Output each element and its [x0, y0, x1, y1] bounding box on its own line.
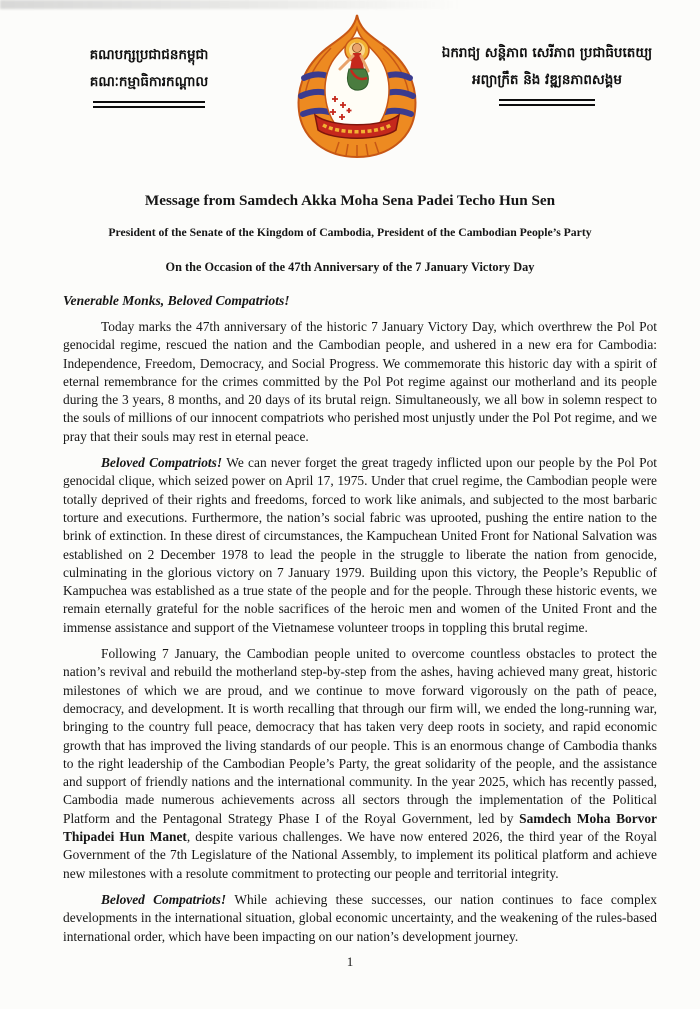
document-content — [0, 192, 700, 970]
letterhead — [0, 0, 700, 192]
salutation: Venerable Monks, Beloved Compatriots! — [63, 293, 290, 308]
text-segment: Samdech Moha Borvor Thipadei Hun Manet — [63, 810, 658, 845]
national-motto-khmer-line1: ឯករាជ្យ សន្តិភាព សេរីភាព ប្រជាធិបតេយ្យ — [441, 45, 653, 61]
party-name-khmer: គណបក្សប្រជាជនកម្ពុជា — [89, 47, 209, 63]
national-motto-khmer-line2: អព្យាក្រឹត និង វឌ្ឍនភាពសង្គម — [472, 72, 622, 88]
text-segment: , despite various challenges. We have now entered 2026, the third year of the Royal Government of the 7th Legislature of the National Assembly, to implement its political platform and achieve new milestones with a resolute commitment to protecting our people and territorial integrity. — [63, 829, 658, 881]
central-committee-khmer: គណៈកម្មាធិការកណ្តាល — [89, 74, 209, 90]
text-segment: While achieving these successes, our nation continues to face complex developments in the international situation, global economic uncertainty, and the weakening of the rules-based international order, which have been impacting on our nation’s development journey. — [63, 891, 657, 944]
text-segment: Today marks the 47th anniversary of the historic 7 January Victory Day, which overthrew the Pol Pot genocidal regime, rescued the nation and the Cambodian people, and ushered in a new era for Cambodia: Independence, Freedom, Democracy, and Social Progress. We commemorate this historic day with a spirit of eternal remembrance for the crimes committed by the Pol Pot regime against our motherland and its people during the 3 years, 8 months, and 20 days of its brutal reign. Simultaneously, we all bow in solemn respect to the souls of millions of our innocent compatriots who perished most unjustly under the Pol Pot regime, and we pray that their souls may rest in eternal peace. — [63, 319, 657, 444]
body-paragraph — [63, 891, 657, 946]
text-segment: We can never forget the great tragedy inflicted upon our people by the Pol Pot genocidal clique, which seized power on April 17, 1975. Under that cruel regime, the Cambodian people were totally deprived of their rights and freedoms, forced to work like animals, and subjected to the most barbaric torture and executions. Furthermore, the nation’s social fabric was uprooted, pushing the entire nation to the brink of extinction. In these direst of circumstances, the Kampuchean United Front for National Salvation was established on 2 December 1978 to lead the people in the struggle to liberate the nation from genocide, culminating in the glorious victory on 7 January 1979. Building upon this victory, the People’s Republic of Kampuchea was established as a true state of the people and for the people. Through these historic events, we remain eternally grateful for the noble sacrifices of the heroic men and women of the United Front and the immense assistance and support of the Vietnamese volunteer troops in toppling this brutal regime. — [63, 455, 657, 635]
letterhead-right — [404, 40, 690, 106]
document-title: Message from Samdech Akka Moha Sena Padei Techo Hun Sen — [144, 192, 556, 209]
text-segment: Beloved Compatriots! — [101, 891, 235, 907]
text-segment: Beloved Compatriots! — [101, 455, 227, 471]
page-number: 1 — [346, 953, 354, 969]
letterhead-left — [34, 42, 264, 108]
body-paragraph — [63, 645, 657, 883]
body-paragraph — [63, 318, 657, 446]
body-paragraph — [63, 454, 657, 637]
double-rule-right — [499, 99, 595, 106]
text-segment: Following 7 January, the Cambodian people united to overcome countless obstacles to protect the nation’s revival and rebuild the motherland step-by-step from the ashes, having achieved many great, historic milestones of which we are proud, and we continue to move forward vigorously on the path of peace, democracy, and development. It is worth recalling that through our firm will, we ended the long-running war, bringing to the country full peace, democracy that has taken very deep roots in society, and rapid economic growth that has improved the living standards of our people. This is an enormous change of Cambodia thanks to the right leadership of the Cambodian People’s Party, the great solidarity of the people, and the assistance and support of friendly nations and the international community. In the year 2025, which has recently passed, Cambodia made numerous achievements across all sectors through the implementation of the Political Platform and the Pentagonal Strategy Phase I of the Royal Government, led by — [63, 646, 657, 826]
document-body — [63, 318, 657, 946]
document-subtitle: President of the Senate of the Kingdom of Cambodia, President of the Cambodian People’s Party — [108, 226, 592, 239]
document-occasion: On the Occasion of the 47th Anniversary of the 7 January Victory Day — [165, 260, 535, 274]
double-rule-left — [93, 101, 205, 108]
